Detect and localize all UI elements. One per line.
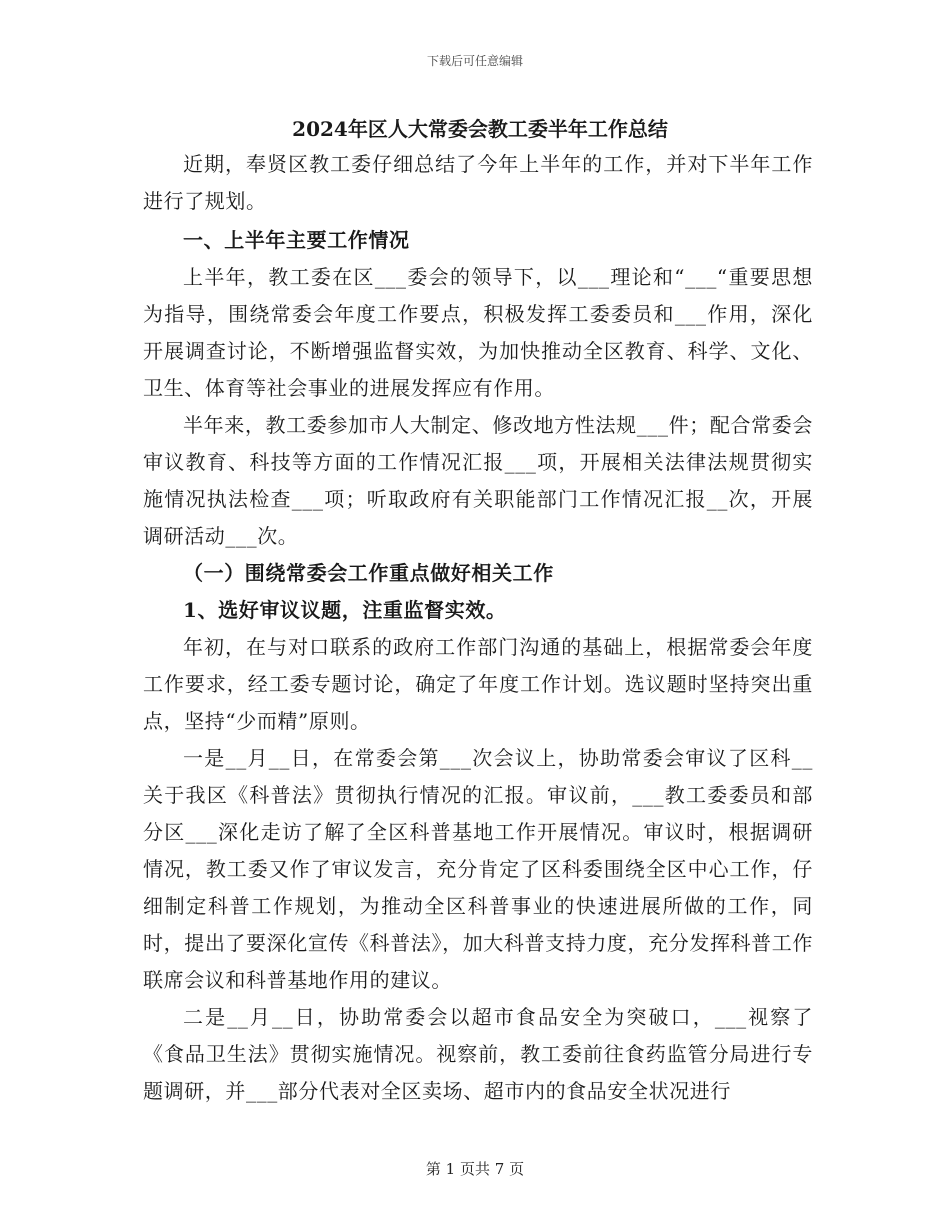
header-note: 下载后可任意编辑 bbox=[426, 54, 523, 68]
section-heading: 一、上半年主要工作情况 bbox=[183, 228, 410, 252]
document-title: 2024年区人大常委会教工委半年工作总结 bbox=[292, 117, 668, 141]
body-paragraph: 上半年，教工委在区___委会的领导下，以___理论和“___“重要思想为指导，围绕常委会年度工作要点，积极发挥工委委员和___作用，深化开展调查讨论，不断增强监督实效，为加快推动全区教育、科学、文化、卫生、体育等社会事业的进展发挥应有作用。 bbox=[143, 265, 813, 400]
subsection-heading: （一）围绕常委会工作重点做好相关工作 bbox=[183, 561, 554, 585]
intro-paragraph: 近期，奉贤区教工委仔细总结了今年上半年的工作，并对下半年工作进行了规划。 bbox=[143, 152, 813, 213]
page-number: 第 1 页共 7 页 bbox=[425, 1160, 525, 1178]
body-paragraph: 一是__月__日，在常委会第___次会议上，协助常委会审议了区科__关于我区《科普法》贯彻执行情况的汇报。审议前，___教工委委员和部分区___深化走访了解了全区科普基地工作开展情况。审议时，根据调研情况，教工委又作了审议发言，充分肯定了区科委围绕全区中心工作，仔细制定科普工作规划，为推动全区科普事业的快速进展所做的工作，同时，提出了要深化宣传《科普法》，加大科普支持力度，充分发挥科普工作联席会议和科普基地作用的建议。 bbox=[143, 746, 813, 992]
body-paragraph: 年初，在与对口联系的政府工作部门沟通的基础上，根据常委会年度工作要求，经工委专题讨论，确定了年度工作计划。选议题时坚持突出重点，坚持“少而精”原则。 bbox=[143, 635, 813, 733]
document-body bbox=[143, 112, 813, 1110]
item-heading: 1、选好审议议题，注重监督实效。 bbox=[183, 598, 507, 622]
body-paragraph: 二是__月__日，协助常委会以超市食品安全为突破口，___视察了《食品卫生法》贯彻实施情况。视察前，教工委前往食药监管分局进行专题调研，并___部分代表对全区卖场、超市内的食品安全状况进行 bbox=[143, 1005, 813, 1103]
body-paragraph: 半年来，教工委参加市人大制定、修改地方性法规___件；配合常委会审议教育、科技等方面的工作情况汇报___项，开展相关法律法规贯彻实施情况执法检查___项；听取政府有关职能部门工作情况汇报__次，开展调研活动___次。 bbox=[143, 413, 813, 548]
